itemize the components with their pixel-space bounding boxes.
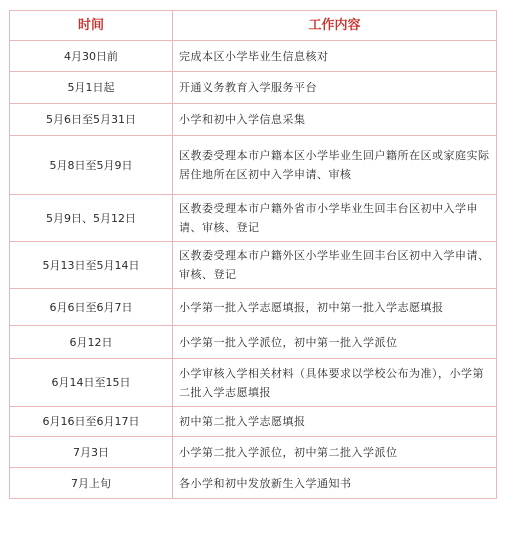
enrollment-schedule-table [9, 10, 497, 499]
table-header-row [10, 11, 497, 41]
content-cell: 初中第二批入学志愿填报 [173, 407, 497, 437]
content-column-header: 工作内容 [173, 11, 497, 41]
content-cell: 各小学和初中发放新生入学通知书 [173, 468, 497, 499]
content-cell: 完成本区小学毕业生信息核对 [173, 41, 497, 72]
time-cell: 4月30日前 [10, 41, 173, 72]
time-column-header: 时间 [10, 11, 173, 41]
table-row [10, 437, 497, 468]
table-row [10, 289, 497, 326]
table-row [10, 407, 497, 437]
table-row [10, 41, 497, 72]
time-cell: 6月16日至6月17日 [10, 407, 173, 437]
content-cell: 区教委受理本市户籍本区小学毕业生回户籍所在区或家庭实际居住地所在区初中入学申请、审核 [173, 136, 497, 195]
time-cell: 5月9日、5月12日 [10, 195, 173, 242]
time-cell: 6月12日 [10, 326, 173, 359]
time-cell: 7月上旬 [10, 468, 173, 499]
table-row [10, 359, 497, 407]
table-row [10, 326, 497, 359]
time-cell: 6月14日至15日 [10, 359, 173, 407]
time-cell: 7月3日 [10, 437, 173, 468]
table-row [10, 242, 497, 289]
content-cell: 区教委受理本市户籍外区小学毕业生回丰台区初中入学申请、审核、登记 [173, 242, 497, 289]
content-cell: 小学第一批入学志愿填报，初中第一批入学志愿填报 [173, 289, 497, 326]
table-row [10, 195, 497, 242]
table-row [10, 468, 497, 499]
content-cell: 小学第一批入学派位，初中第一批入学派位 [173, 326, 497, 359]
time-cell: 5月6日至5月31日 [10, 104, 173, 136]
time-cell: 5月1日起 [10, 72, 173, 104]
content-cell: 开通义务教育入学服务平台 [173, 72, 497, 104]
table-row [10, 136, 497, 195]
table-row [10, 104, 497, 136]
time-cell: 5月8日至5月9日 [10, 136, 173, 195]
content-cell: 小学第二批入学派位，初中第二批入学派位 [173, 437, 497, 468]
content-cell: 小学审核入学相关材料（具体要求以学校公布为准），小学第二批入学志愿填报 [173, 359, 497, 407]
content-cell: 区教委受理本市户籍外省市小学毕业生回丰台区初中入学申请、审核、登记 [173, 195, 497, 242]
content-cell: 小学和初中入学信息采集 [173, 104, 497, 136]
table-row [10, 72, 497, 104]
time-cell: 6月6日至6月7日 [10, 289, 173, 326]
time-cell: 5月13日至5月14日 [10, 242, 173, 289]
